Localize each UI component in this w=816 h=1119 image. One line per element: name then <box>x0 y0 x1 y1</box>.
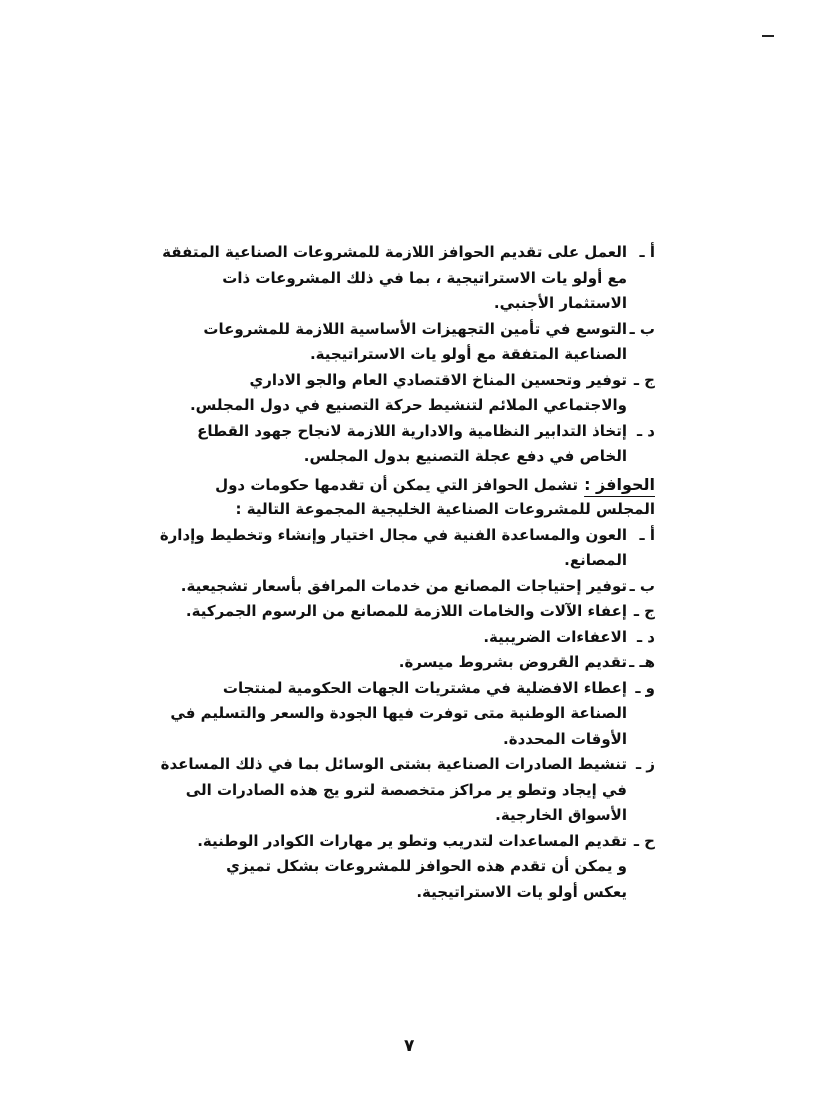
list-marker: أ ـ <box>639 525 655 544</box>
text-line <box>225 342 655 368</box>
text-line <box>185 778 655 804</box>
line-text: تقديم المساعدات لتدريب وتطو ير مهارات الكوادر الوطنية. <box>197 831 627 850</box>
line-text: إتخاذ التدابير النظامية والادارية اللازمة لانجاح جهود القطاع <box>197 421 627 440</box>
text-line <box>225 803 655 829</box>
page-number: ٧ <box>404 1036 415 1056</box>
line-text: تقديم القروض بشروط ميسرة. <box>398 653 627 671</box>
text-line <box>225 880 655 906</box>
section-heading: الحوافز : <box>584 474 655 494</box>
line-text: الصناعة الوطنية متى توفرت فيها الجودة والسعر والتسليم في <box>170 704 627 722</box>
text-line <box>225 291 655 317</box>
list-marker: ب ـ <box>629 576 655 595</box>
list-marker: ب ـ <box>629 319 655 338</box>
line-text: الصناعية المتفقة مع أولو يات الاستراتيجية. <box>309 345 627 363</box>
line-text: مع أولو يات الاستراتيجية ، بما في ذلك المشروعات ذات <box>222 268 627 287</box>
line-text: تشمل الحوافز التي يمكن أن تقدمها حكومات دول <box>215 475 579 494</box>
text-line <box>185 599 655 625</box>
list-marker: ج ـ <box>633 370 655 389</box>
line-text: تنشيط الصادرات الصناعية بشتى الوسائل بما في ذلك المساعدة <box>160 755 627 773</box>
line-text: توفير وتحسين المناخ الاقتصادي العام والجو الاداري <box>249 370 627 389</box>
line-text: العمل على تقديم الحوافز اللازمة للمشروعات الصناعية المتفقة <box>162 243 627 261</box>
list-marker: أ ـ <box>639 243 655 261</box>
list-marker: ز ـ <box>636 755 655 773</box>
text-line <box>225 625 655 651</box>
line-text: المصانع. <box>564 551 627 569</box>
text-line <box>170 701 655 727</box>
line-text: إعفاء الآلات والخامات اللازمة للمصانع من الرسوم الجمركية. <box>185 602 627 620</box>
text-line <box>203 317 655 343</box>
text-line <box>225 854 655 880</box>
line-text: التوسع في تأمين التجهيزات الأساسية اللازمة للمشروعات <box>203 319 627 338</box>
text-line <box>225 497 655 523</box>
text-line <box>222 266 655 292</box>
line-text: الاستثمار الأجنبي. <box>493 294 627 312</box>
document-body <box>159 240 655 905</box>
list-marker: و ـ <box>635 678 655 697</box>
line-text: توفير إحتياجات المصانع من خدمات المرافق بأسعار تشجيعية. <box>180 576 627 595</box>
text-line <box>215 472 655 498</box>
text-line <box>225 727 655 753</box>
line-text: إعطاء الافضلية في مشتريات الجهات الحكومية لمنتجات <box>222 678 627 697</box>
text-line <box>225 548 655 574</box>
text-line <box>222 676 655 702</box>
line-text: يعكس أولو يات الاستراتيجية. <box>416 882 627 901</box>
line-text: الأسواق الخارجية. <box>495 806 627 824</box>
list-marker: هـ ـ <box>629 653 655 671</box>
text-line <box>225 444 655 470</box>
text-line <box>162 240 655 266</box>
text-line <box>160 752 655 778</box>
page-corner-mark <box>762 35 774 37</box>
line-text: و يمكن أن تقدم هذه الحوافز للمشروعات بشكل تميزي <box>226 857 627 875</box>
line-text: والاجتماعي الملائم لتنشيط حركة التصنيع في دول المجلس. <box>189 396 627 414</box>
line-text: المجلس للمشروعات الصناعية الخليجية المجموعة التالية : <box>235 500 655 518</box>
text-line <box>225 650 655 676</box>
text-line <box>197 419 655 445</box>
list-marker: ج ـ <box>633 602 655 620</box>
text-line <box>197 829 655 855</box>
line-text: في إيجاد وتطو ير مراكز متخصصة لترو يج هذه الصادرات الى <box>185 780 627 799</box>
line-text: العون والمساعدة الفنية في مجال اختيار وإنشاء وتخطيط وإدارة <box>159 525 627 544</box>
text-line <box>189 393 655 419</box>
line-text: الخاص في دفع عجلة التصنيع بدول المجلس. <box>303 447 627 465</box>
text-line <box>180 574 655 600</box>
list-marker: ح ـ <box>633 831 655 850</box>
list-marker: د ـ <box>636 421 655 440</box>
line-text: الأوقات المحددة. <box>503 729 627 748</box>
text-line <box>159 523 655 549</box>
text-line <box>225 368 655 394</box>
list-marker: د ـ <box>636 627 655 646</box>
line-text: الاعفاءات الضريبية. <box>483 627 627 646</box>
